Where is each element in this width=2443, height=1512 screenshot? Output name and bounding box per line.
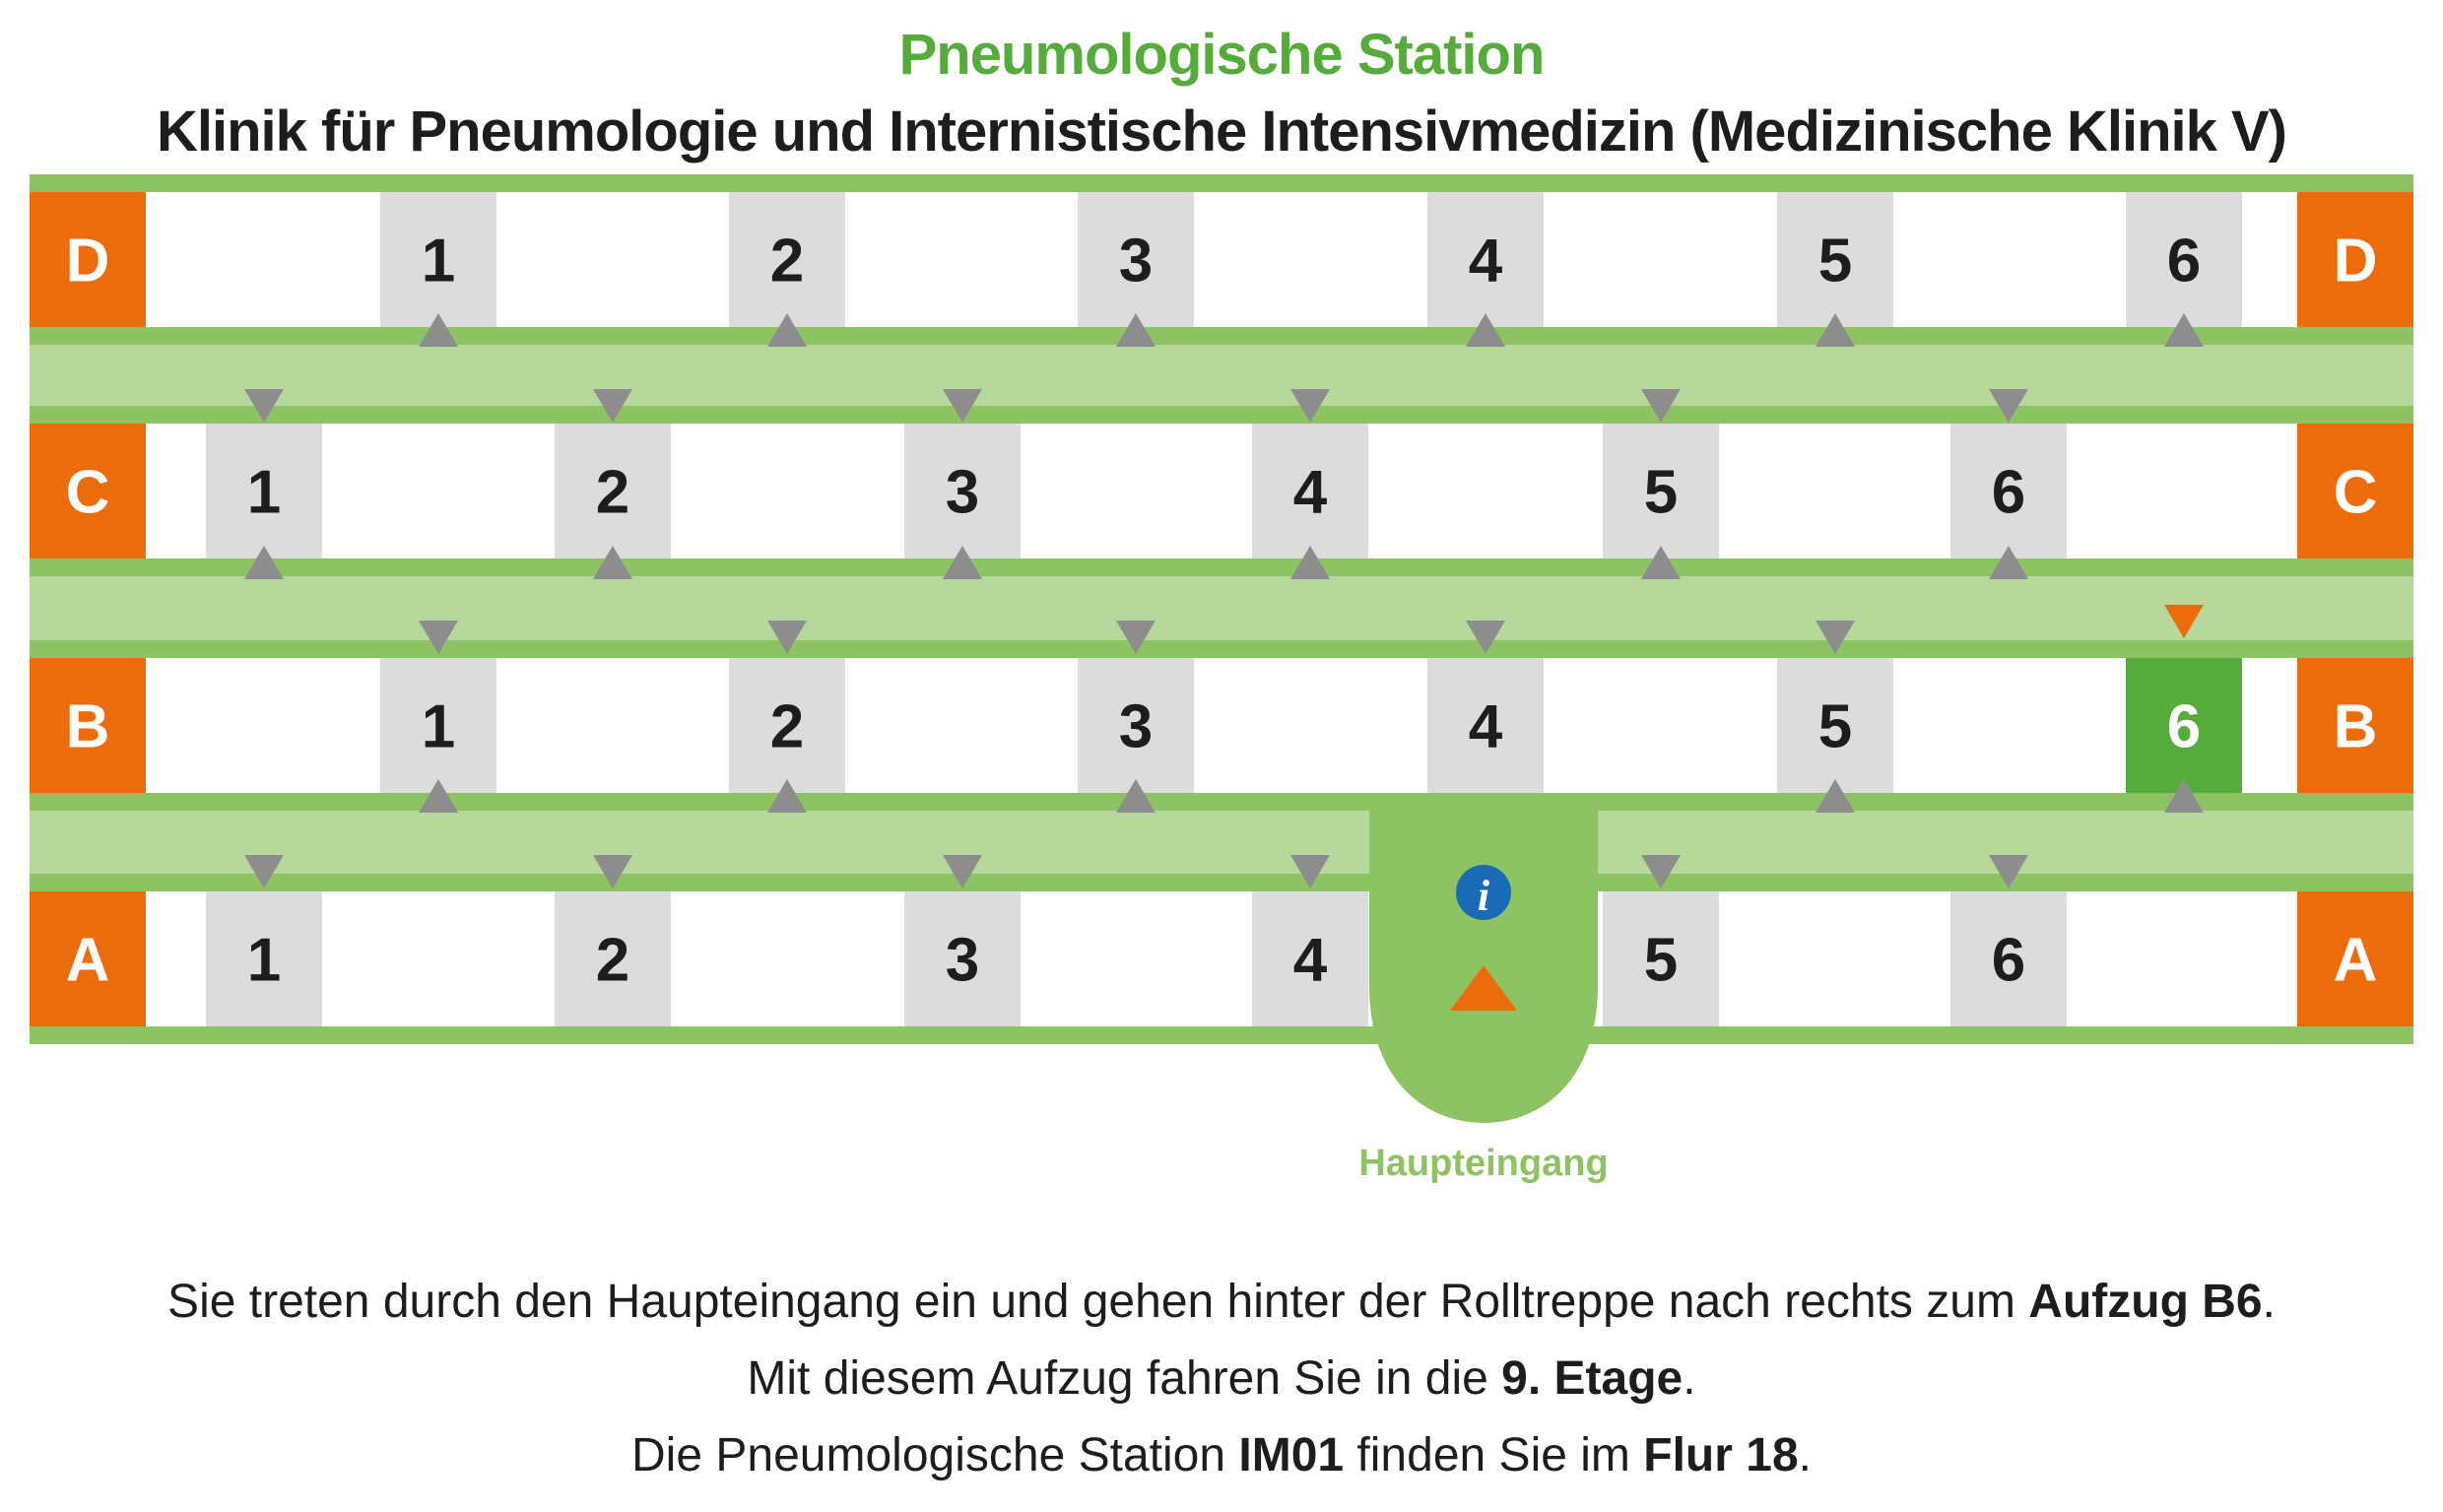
wing-label: C	[65, 458, 110, 527]
elevator-label: 1	[246, 458, 282, 527]
instruction-text: .	[1798, 1429, 1812, 1481]
elevator-label: 4	[1468, 692, 1503, 761]
instruction-line-2	[0, 1341, 2443, 1417]
elevator-label: 3	[1118, 227, 1154, 296]
instruction-highlight: 9. Etage	[1501, 1352, 1684, 1405]
elevator-label: 6	[2166, 227, 2202, 296]
elevator-label: 1	[421, 227, 456, 296]
elevator-label: 1	[421, 692, 456, 761]
wall-bottom	[30, 559, 2413, 576]
instruction-text: Sie treten durch den Haupteingang ein und gehen hinter der Rolltreppe nach rechts zum	[167, 1276, 2029, 1328]
elevator-label: 4	[1292, 458, 1328, 527]
wing-label: A	[65, 926, 110, 995]
elevator-label: 3	[1118, 692, 1154, 761]
elevator-label: 3	[945, 458, 980, 527]
elevator-label: 6	[1991, 458, 2026, 527]
wall-top	[30, 640, 2413, 658]
elevator-label: 5	[1643, 926, 1679, 995]
entrance-label: Haupteingang	[1358, 1143, 1609, 1184]
elevator-label: 4	[1292, 926, 1328, 995]
wall-top	[30, 406, 2413, 424]
instructions	[0, 1264, 2443, 1494]
instruction-line-3	[0, 1417, 2443, 1494]
wing-label: C	[2333, 458, 2378, 527]
elevator-label: 2	[769, 227, 805, 296]
instruction-highlight: Aufzug B6	[2028, 1276, 2263, 1328]
elevator-label: 2	[769, 692, 805, 761]
wall-top	[30, 174, 2413, 192]
elevator-label: 2	[595, 926, 630, 995]
elevator-label: 4	[1468, 227, 1503, 296]
elevator-label: 5	[1817, 692, 1853, 761]
page-subtitle: Klinik für Pneumologie und Internistische Intensivmedizin (Medizinische Klinik V)	[157, 99, 2286, 164]
entrance-area	[1369, 793, 1598, 1123]
wall-top	[30, 874, 2413, 891]
info-icon-glyph: i	[1477, 872, 1490, 920]
elevator-label: 1	[246, 926, 282, 995]
wall-bottom	[30, 327, 2413, 345]
instruction-text: Mit diesem Aufzug fahren Sie in die	[747, 1352, 1502, 1405]
wing-label: D	[2333, 227, 2378, 296]
page-title: Pneumologische Station	[898, 23, 1545, 87]
instruction-highlight: Flur 18	[1643, 1429, 1799, 1481]
wing-label: D	[65, 227, 110, 296]
instruction-line-1	[0, 1264, 2443, 1341]
main-entrance[interactable]	[1369, 793, 1598, 1123]
instruction-highlight: IM01	[1238, 1429, 1345, 1481]
elevator-label: 3	[945, 926, 980, 995]
wing-label: B	[2333, 692, 2378, 761]
elevator-label: 2	[595, 458, 630, 527]
elevator-label: 5	[1643, 458, 1679, 527]
elevator-label: 6	[2166, 692, 2202, 761]
instruction-text: finden Sie im	[1344, 1429, 1644, 1481]
wing-label: B	[65, 692, 110, 761]
elevator-label: 6	[1991, 926, 2026, 995]
elevator-label: 5	[1817, 227, 1853, 296]
wing-label: A	[2333, 926, 2378, 995]
instruction-text: .	[1683, 1352, 1696, 1405]
instruction-text: .	[2262, 1276, 2276, 1328]
instruction-text: Die Pneumologische Station	[631, 1429, 1239, 1481]
wall-bottom	[30, 1026, 2413, 1044]
wall-bottom	[30, 793, 2413, 811]
